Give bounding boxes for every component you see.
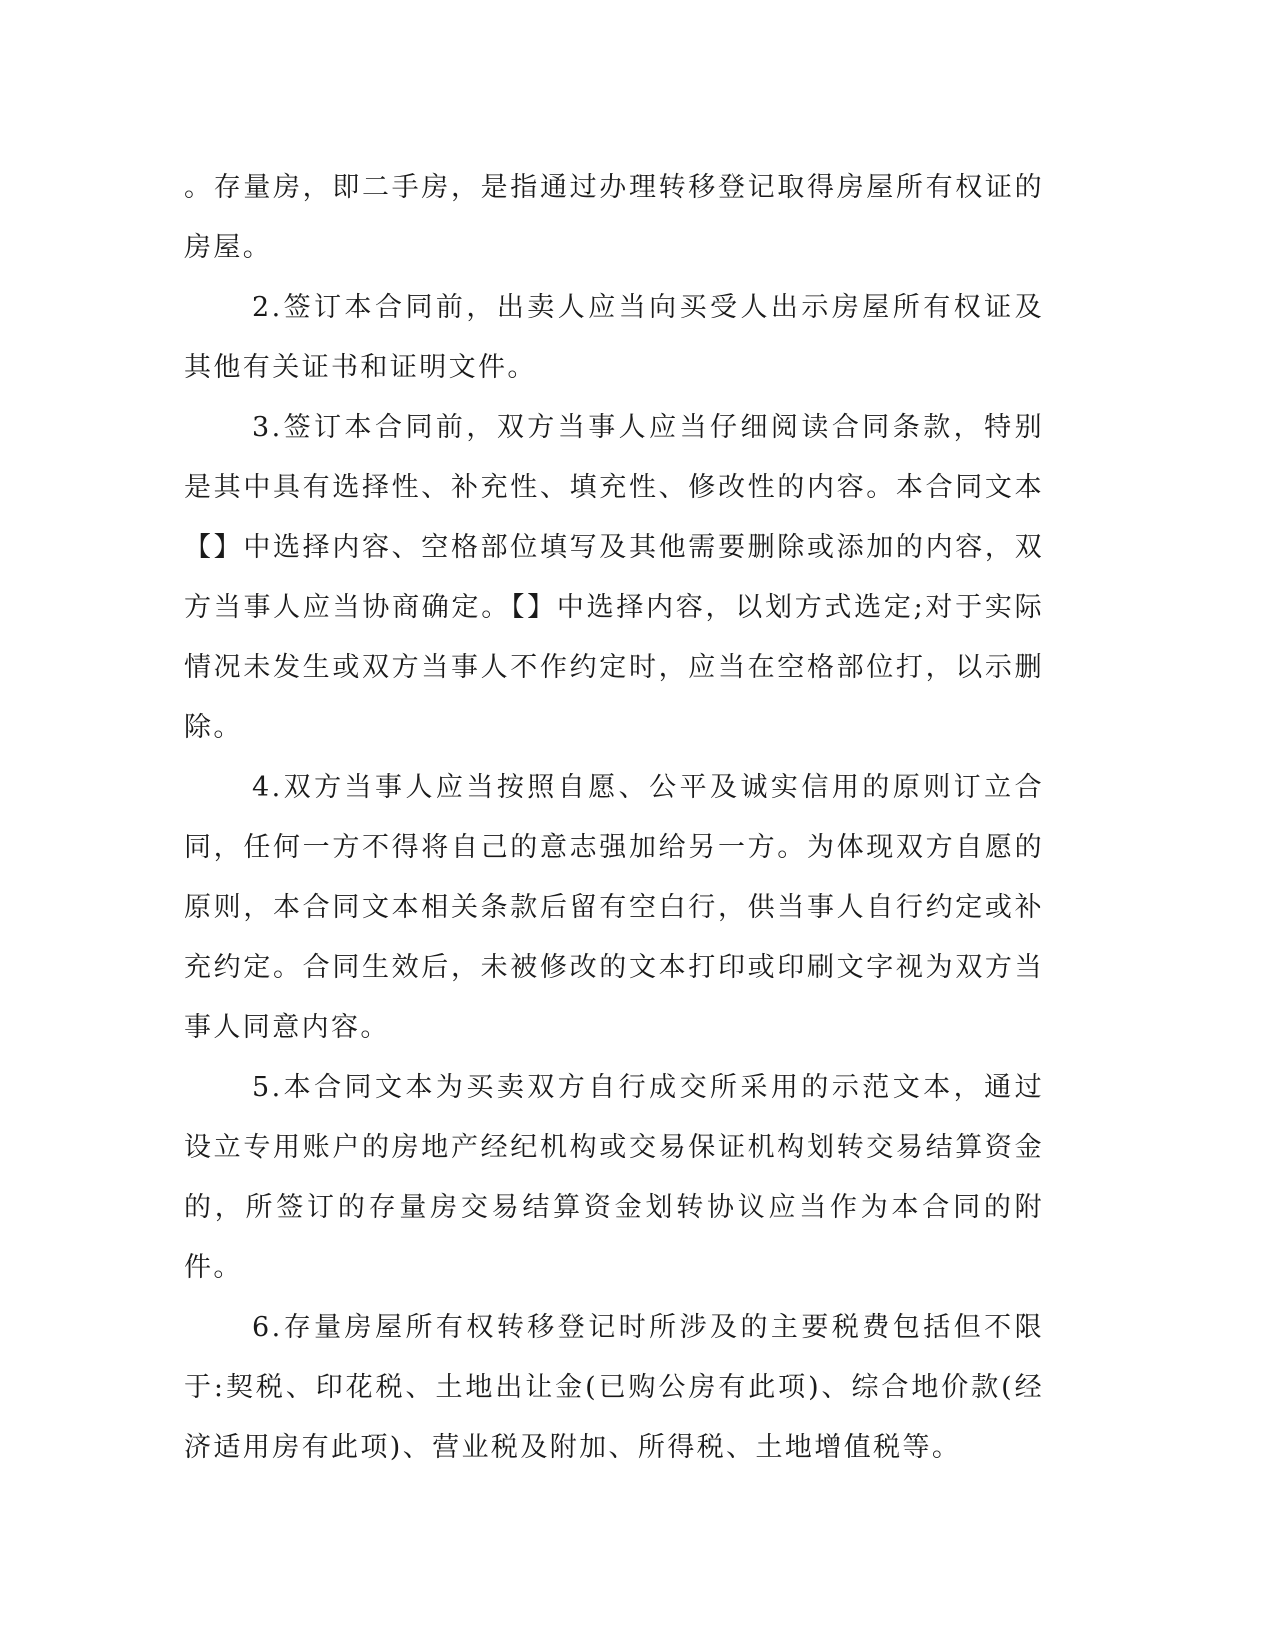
paragraph-item-6: 6.存量房屋所有权转移登记时所涉及的主要税费包括但不限于:契税、印花税、土地出让金(已购公房有此项)、综合地价款(经济适用房有此项)、营业税及附加、所得税、土地增值税等。 — [184, 1312, 1044, 1463]
paragraph-item-3: 3.签订本合同前，双方当事人应当仔细阅读合同条款，特别是其中具有选择性、补充性、填充性、修改性的内容。本合同文本【】中选择内容、空格部位填写及其他需要删除或添加的内容，双方当事人应当协商确定。【】中选择内容，以划方式选定;对于实际情况未发生或双方当事人不作约定时，应当在空格部位打，以示删除。 — [184, 412, 1044, 743]
paragraph-continuation: 。存量房，即二手房，是指通过办理转移登记取得房屋所有权证的房屋。 — [184, 172, 1044, 263]
paragraph-item-2: 2.签订本合同前，出卖人应当向买受人出示房屋所有权证及其他有关证书和证明文件。 — [184, 292, 1044, 383]
document-body — [184, 158, 1044, 1478]
paragraph-item-4: 4.双方当事人应当按照自愿、公平及诚实信用的原则订立合同，任何一方不得将自己的意志强加给另一方。为体现双方自愿的原则，本合同文本相关条款后留有空白行，供当事人自行约定或补充约定。合同生效后，未被修改的文本打印或印刷文字视为双方当事人同意内容。 — [184, 772, 1044, 1043]
paragraph-item-5: 5.本合同文本为买卖双方自行成交所采用的示范文本，通过设立专用账户的房地产经纪机构或交易保证机构划转交易结算资金的，所签订的存量房交易结算资金划转协议应当作为本合同的附件。 — [184, 1072, 1044, 1283]
